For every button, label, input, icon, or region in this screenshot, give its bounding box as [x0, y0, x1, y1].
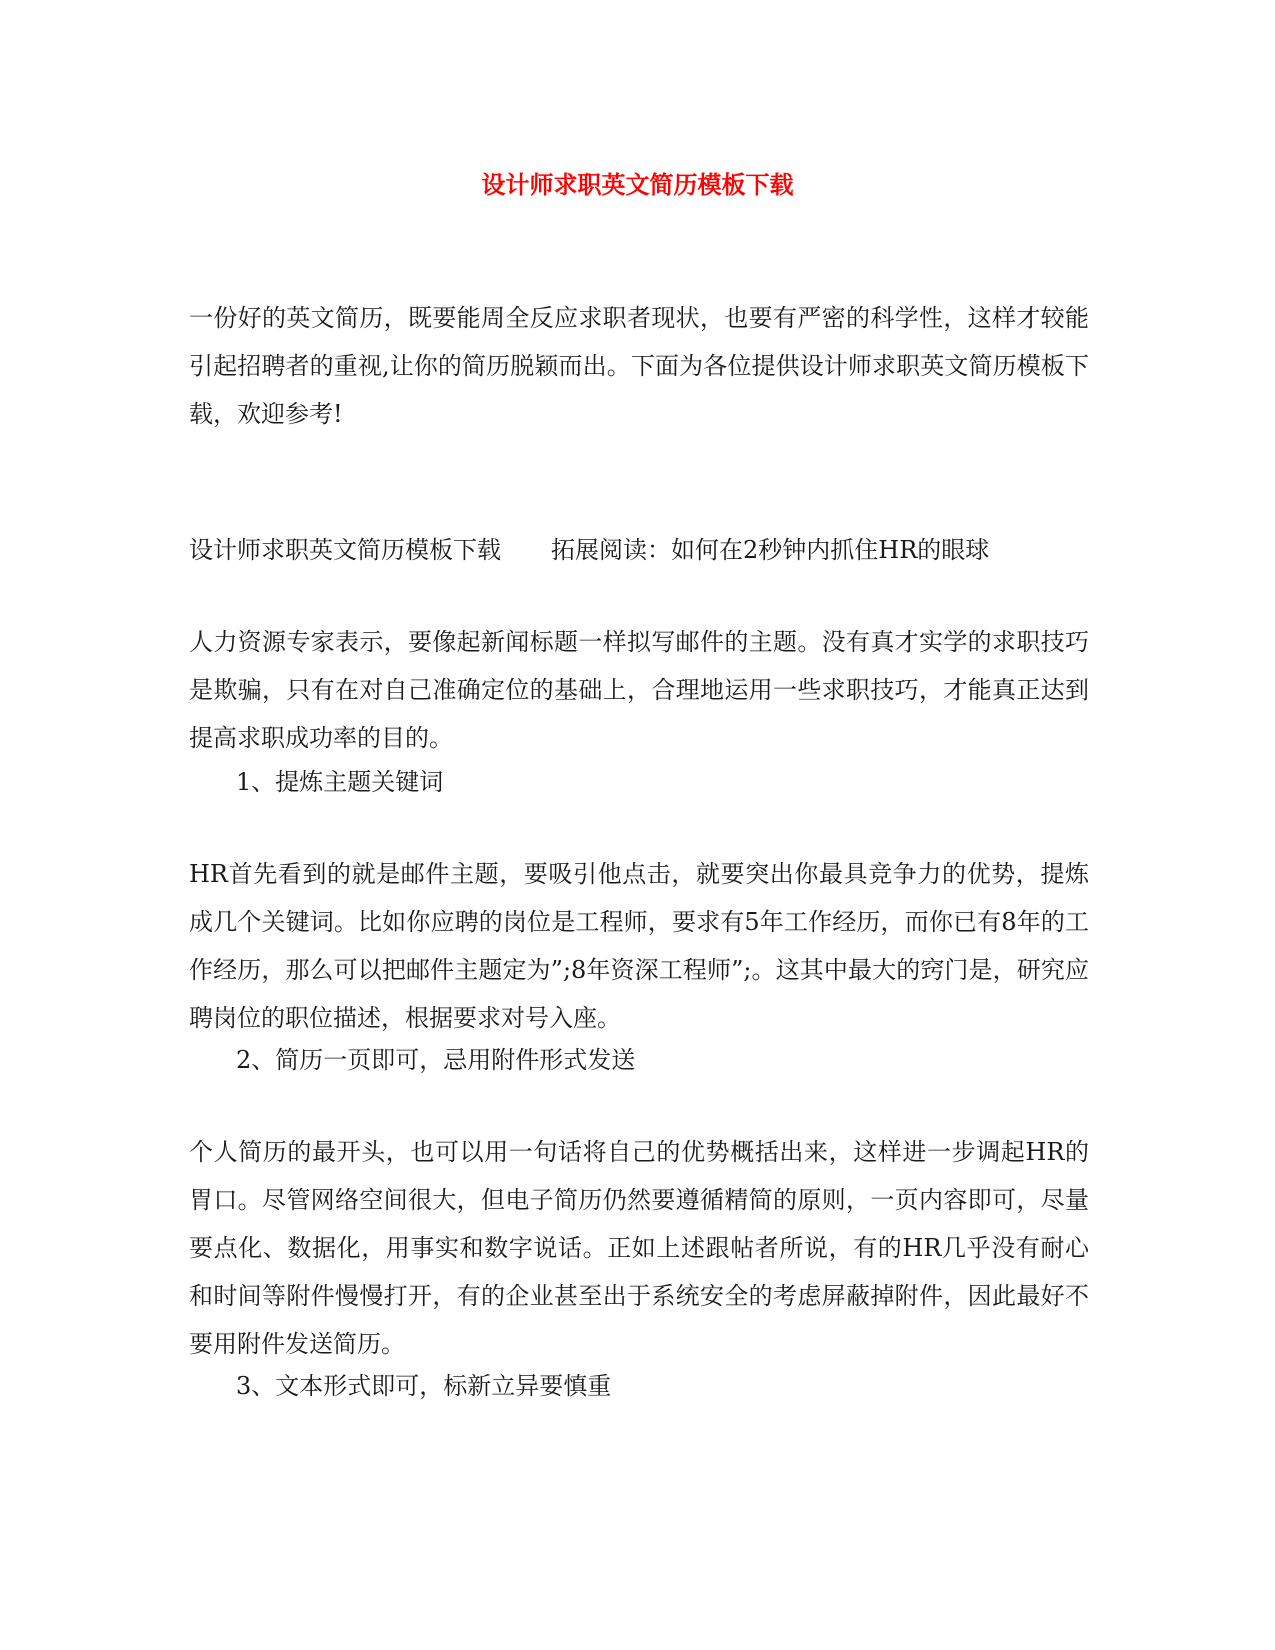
- point1-body: HR首先看到的就是邮件主题，要吸引他点击，就要突出你最具竞争力的优势，提炼成几个关键词。比如你应聘的岗位是工程师，要求有5年工作经历，而你已有8年的工作经历，那么可以把邮件主题定为”;8年资深工程师”;。这其中最大的窍门是，研究应聘岗位的职位描述，根据要求对号入座。: [189, 860, 1089, 1032]
- expert-paragraph: 人力资源专家表示，要像起新闻标题一样拟写邮件的主题。没有真才实学的求职技巧是欺骗，只有在对自己准确定位的基础上，合理地运用一些求职技巧，才能真正达到提高求职成功率的目的。: [189, 628, 1089, 752]
- point2-heading: 2、简历一页即可，忌用附件形式发送: [236, 1046, 636, 1074]
- point1-heading: 1、提炼主题关键词: [236, 768, 444, 796]
- point2-body: 个人简历的最开头，也可以用一句话将自己的优势概括出来，这样进一步调起HR的胃口。尽管网络空间很大，但电子简历仍然要遵循精简的原则，一页内容即可，尽量要点化、数据化，用事实和数字说话。正如上述跟帖者所说，有的HR几乎没有耐心和时间等附件慢慢打开，有的企业甚至出于系统安全的考虑屏蔽掉附件，因此最好不要用附件发送简历。: [189, 1138, 1089, 1358]
- subheading-left: 设计师求职英文简历模板下载: [189, 536, 501, 564]
- subheading-right: 拓展阅读：如何在2秒钟内抓住HR的眼球: [551, 536, 990, 564]
- intro-paragraph: 一份好的英文简历，既要能周全反应求职者现状，也要有严密的科学性，这样才较能引起招聘者的重视,让你的简历脱颖而出。下面为各位提供设计师求职英文简历模板下载，欢迎参考!: [189, 304, 1089, 428]
- point3-heading: 3、文本形式即可，标新立异要慎重: [236, 1372, 612, 1400]
- document-title: 设计师求职英文简历模板下载: [481, 170, 794, 199]
- subheading-line: [189, 526, 1089, 574]
